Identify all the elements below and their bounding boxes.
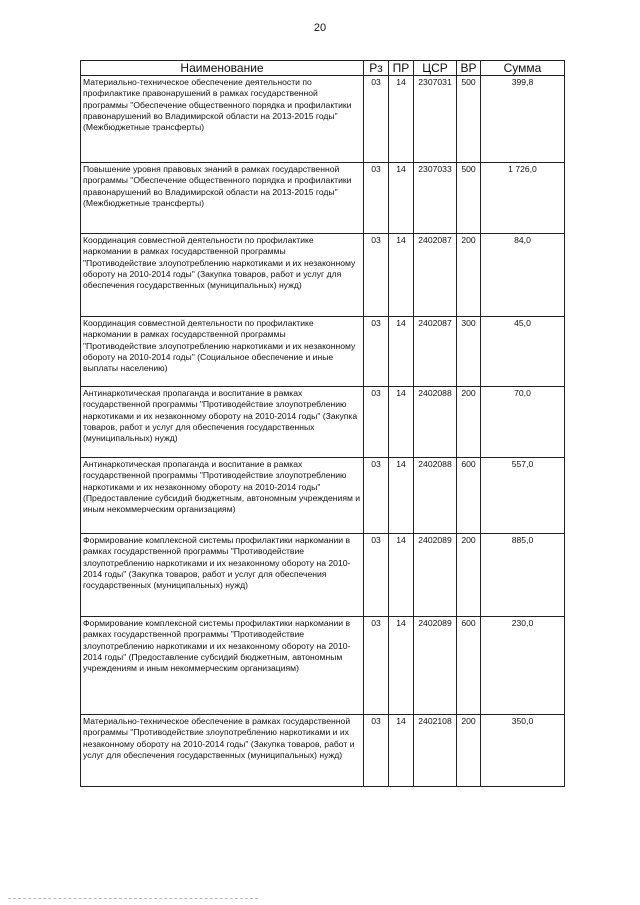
row-name: Формирование комплексной системы профилактики наркомании в рамках государственной программы "Противодействие злоупотреблению наркотиками и их незаконному обороту на 2010-2014 годы" (Предоставление субсидий бюджетным, автономным учреждениям и иным некоммерческим организациям)	[81, 617, 364, 715]
row-csr: 2402088	[414, 458, 457, 534]
header-name: Наименование	[81, 61, 364, 76]
row-csr: 2307031	[414, 76, 457, 163]
row-pr: 14	[389, 458, 414, 534]
table-row	[81, 387, 565, 458]
row-pr: 14	[389, 387, 414, 458]
table-row	[81, 534, 565, 617]
table-row	[81, 163, 565, 234]
row-pr: 14	[389, 234, 414, 317]
row-rz: 03	[364, 317, 389, 387]
row-sum: 230,0	[481, 617, 565, 715]
row-sum: 45,0	[481, 317, 565, 387]
row-pr: 14	[389, 317, 414, 387]
row-rz: 03	[364, 76, 389, 163]
page-number: 20	[313, 22, 327, 34]
table-row	[81, 715, 565, 787]
row-pr: 14	[389, 163, 414, 234]
row-name: Координация совместной деятельности по профилактике наркомании в рамках государственной программы "Противодействие злоупотреблению наркотиками и их незаконному обороту на 2010-2014 годы" (Социальное обеспечение и иные выплаты населению)	[81, 317, 364, 387]
row-name: Материально-техническое обеспечение в рамках государственной программы "Противодействие злоупотреблению наркотиками и их незаконному обороту на 2010-2014 годы" (Закупка товаров, работ и услуг для обеспечения государственных (муниципальных) нужд)	[81, 715, 364, 787]
row-sum: 885,0	[481, 534, 565, 617]
row-rz: 03	[364, 387, 389, 458]
header-vr: ВР	[457, 61, 481, 76]
row-name: Антинаркотическая пропаганда и воспитание в рамках государственной программы "Противодействие злоупотреблению наркотиками и их незаконному обороту на 2010-2014 годы" (Предоставление субсидий бюджетным, автономным учреждениям и иным некоммерческим организациям)	[81, 458, 364, 534]
row-vr: 200	[457, 534, 481, 617]
row-vr: 600	[457, 617, 481, 715]
row-name: Формирование комплексной системы профилактики наркомании в рамках государственной программы "Противодействие злоупотреблению наркотиками и их незаконному обороту на 2010-2014 годы" (Закупка товаров, работ и услуг для обеспечения государственных (муниципальных) нужд)	[81, 534, 364, 617]
table-row	[81, 617, 565, 715]
row-rz: 03	[364, 617, 389, 715]
row-csr: 2402089	[414, 617, 457, 715]
row-csr: 2402087	[414, 234, 457, 317]
table-row	[81, 234, 565, 317]
row-csr: 2402087	[414, 317, 457, 387]
row-vr: 500	[457, 76, 481, 163]
row-sum: 1 726,0	[481, 163, 565, 234]
row-pr: 14	[389, 76, 414, 163]
row-rz: 03	[364, 458, 389, 534]
header-rz: Рз	[364, 61, 389, 76]
row-rz: 03	[364, 234, 389, 317]
row-vr: 500	[457, 163, 481, 234]
row-name: Материально-техническое обеспечение деятельности по профилактике правонарушений в рамках государственной программы "Обеспечение общественного порядка и профилактики правонарушений во Владимирской области на 2013-2015 годы" (Межбюджетные трансферты)	[81, 76, 364, 163]
row-sum: 399,8	[481, 76, 565, 163]
row-csr: 2402089	[414, 534, 457, 617]
table-row	[81, 317, 565, 387]
row-name: Антинаркотическая пропаганда и воспитание в рамках государственной программы "Противодействие злоупотреблению наркотиками и их незаконному обороту на 2010-2014 годы" (Закупка товаров, работ и услуг для обеспечения государственных (муниципальных) нужд)	[81, 387, 364, 458]
row-rz: 03	[364, 534, 389, 617]
table-row	[81, 458, 565, 534]
row-csr: 2307033	[414, 163, 457, 234]
table-row	[81, 76, 565, 163]
row-pr: 14	[389, 534, 414, 617]
budget-table	[80, 60, 565, 787]
row-name: Повышение уровня правовых знаний в рамках государственной программы "Обеспечение общественного порядка и профилактики правонарушений во Владимирской области на 2013-2015 годы" (Межбюджетные трансферты)	[81, 163, 364, 234]
row-sum: 350,0	[481, 715, 565, 787]
row-vr: 200	[457, 715, 481, 787]
row-csr: 2402088	[414, 387, 457, 458]
row-sum: 557,0	[481, 458, 565, 534]
header-pr: ПР	[389, 61, 414, 76]
row-pr: 14	[389, 715, 414, 787]
table-header	[81, 61, 565, 76]
row-pr: 14	[389, 617, 414, 715]
row-vr: 600	[457, 458, 481, 534]
header-csr: ЦСР	[414, 61, 457, 76]
row-vr: 300	[457, 317, 481, 387]
row-csr: 2402108	[414, 715, 457, 787]
header-sum: Сумма	[481, 61, 565, 76]
row-sum: 84,0	[481, 234, 565, 317]
row-name: Координация совместной деятельности по профилактике наркомании в рамках государственной программы "Противодействие злоупотреблению наркотиками и их незаконному обороту на 2010-2014 годы" (Закупка товаров, работ и услуг для обеспечения государственных (муниципальных) нужд)	[81, 234, 364, 317]
row-sum: 70,0	[481, 387, 565, 458]
row-rz: 03	[364, 163, 389, 234]
row-vr: 200	[457, 234, 481, 317]
row-rz: 03	[364, 715, 389, 787]
header-row	[81, 61, 565, 76]
row-vr: 200	[457, 387, 481, 458]
scan-edge-line	[8, 898, 258, 900]
